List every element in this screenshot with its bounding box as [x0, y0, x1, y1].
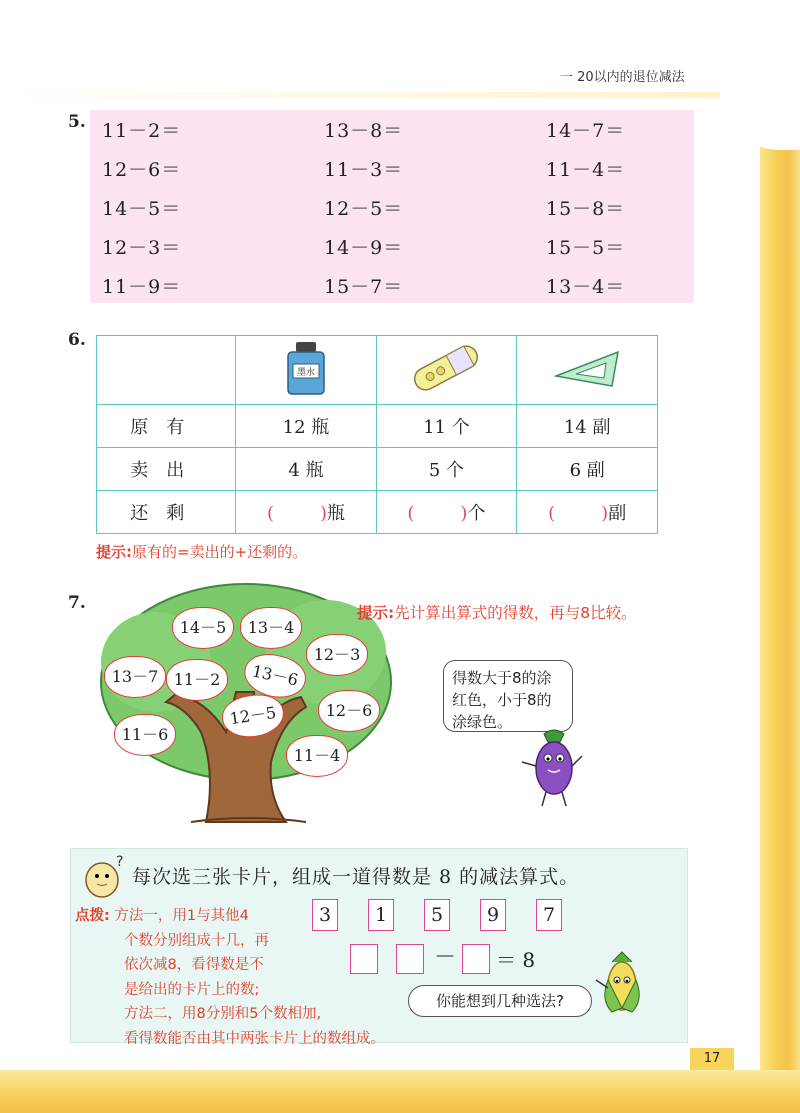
- equals-eight: ＝ 8: [496, 948, 536, 972]
- answer-cell[interactable]: [376, 491, 517, 534]
- unit: 副: [608, 503, 627, 524]
- table-cell: 6 副: [517, 448, 658, 491]
- q7-hint: [357, 601, 637, 623]
- answer-cell[interactable]: [517, 491, 658, 534]
- answer-cell[interactable]: [236, 491, 376, 534]
- equation: 12－6＝: [102, 159, 182, 181]
- apple-card[interactable]: 12－3: [306, 634, 368, 676]
- method-line: 个数分别组成十几，再: [124, 932, 269, 949]
- number-card[interactable]: 1: [368, 899, 394, 931]
- answer-blank[interactable]: [350, 944, 378, 974]
- method-line: 方法二，用8分别和5个数相加,: [124, 1006, 322, 1022]
- table-cell: 12 瓶: [236, 405, 376, 448]
- apple-card[interactable]: 14－5: [172, 607, 234, 649]
- svg-text:?: ?: [116, 854, 124, 870]
- speech-bubble: 得数大于8的涂红色，小于8的涂绿色。: [443, 660, 573, 732]
- row-label: 原有: [97, 405, 236, 448]
- chapter-header: 一 20以内的退位减法: [560, 70, 685, 85]
- table-row: [97, 491, 658, 534]
- pencil-case-icon: [408, 343, 484, 393]
- equation: 14－7＝: [546, 120, 626, 142]
- sales-table: [96, 335, 658, 534]
- hint-text: 原有的=卖出的+还剩的。: [132, 543, 308, 561]
- table-row: [97, 448, 658, 491]
- equation: 15－5＝: [546, 237, 626, 259]
- equation: 11－3＝: [324, 159, 404, 181]
- page-edge-right: [760, 95, 800, 1113]
- apple-card[interactable]: 11－2: [166, 659, 228, 701]
- equation: 13－8＝: [324, 120, 404, 142]
- question-7-number: 7.: [68, 593, 86, 613]
- unit: 个: [467, 503, 486, 524]
- open-paren: (: [407, 503, 415, 524]
- table-row: [97, 405, 658, 448]
- table-corner-cell: [97, 336, 236, 405]
- apple-card[interactable]: 12－5: [219, 691, 286, 741]
- ink-bottle-icon: [284, 340, 328, 396]
- equation: 11－2＝: [102, 120, 182, 142]
- page-curve: [720, 90, 800, 150]
- eraser-cell: [376, 336, 517, 405]
- equation: 12－3＝: [102, 237, 182, 259]
- triangle-ruler-icon: [552, 346, 622, 390]
- task-instruction: 每次选三张卡片，组成一道得数是 8 的减法算式。: [132, 866, 580, 888]
- equation: 15－7＝: [324, 276, 404, 298]
- equation: 11－4＝: [546, 159, 626, 181]
- number-card[interactable]: 5: [424, 899, 450, 931]
- minus-sign: －: [434, 945, 457, 970]
- open-paren: (: [548, 503, 556, 524]
- close-paren: ): [601, 503, 609, 524]
- row-label: 还剩: [97, 491, 236, 534]
- page-edge-bottom: [0, 1070, 800, 1113]
- method-line: 看得数能否由其中两张卡片上的数组成。: [124, 1030, 385, 1047]
- triangle-ruler-cell: [517, 336, 658, 405]
- number-card[interactable]: 9: [480, 899, 506, 931]
- question-6-number: 6.: [68, 330, 86, 350]
- table-cell: 4 瓶: [236, 448, 376, 491]
- apple-card[interactable]: 11－6: [114, 714, 176, 756]
- apple-card[interactable]: 13－4: [240, 607, 302, 649]
- question-5-box: [90, 110, 694, 303]
- hint-label: 提示:: [357, 604, 395, 622]
- equation: 14－5＝: [102, 198, 182, 220]
- q6-hint: [96, 541, 307, 562]
- close-paren: ): [319, 503, 328, 524]
- equation: 12－5＝: [324, 198, 404, 220]
- equation: 11－9＝: [102, 276, 182, 298]
- page-number: 17: [690, 1048, 734, 1070]
- hint-label: 提示:: [96, 543, 132, 561]
- method-line: 方法一，用1与其他4: [114, 908, 249, 924]
- ink-label-text: 墨水: [296, 367, 315, 378]
- ink-bottle-cell: [236, 336, 376, 405]
- row-label: 卖出: [97, 448, 236, 491]
- table-cell: 5 个: [376, 448, 517, 491]
- method-line: 是给出的卡片上的数;: [124, 981, 260, 998]
- unit: 瓶: [327, 503, 346, 524]
- apple-card[interactable]: 13－7: [104, 656, 166, 698]
- method-line: 依次减8，看得数是不: [124, 957, 264, 973]
- table-cell: 11 个: [376, 405, 517, 448]
- method-hint: [75, 904, 385, 1051]
- number-card[interactable]: 3: [312, 899, 338, 931]
- close-paren: ): [460, 503, 468, 524]
- eggplant-character-icon: [518, 728, 590, 810]
- open-paren: (: [266, 503, 274, 524]
- method-label: 点拨:: [75, 908, 110, 924]
- apple-card[interactable]: 13－6: [240, 649, 309, 703]
- equation: 14－9＝: [324, 237, 404, 259]
- corn-character-icon: [592, 950, 652, 1020]
- answer-blank[interactable]: [462, 944, 490, 974]
- question-5-number: 5.: [68, 112, 86, 132]
- apple-card[interactable]: 11－4: [286, 735, 348, 777]
- top-divider: [0, 92, 760, 98]
- hint-text: 先计算出算式的得数，再与8比较。: [394, 604, 637, 622]
- table-cell: 14 副: [517, 405, 658, 448]
- number-card[interactable]: 7: [536, 899, 562, 931]
- question-bubble: 你能想到几种选法?: [408, 985, 592, 1017]
- equation: 15－8＝: [546, 198, 626, 220]
- equation: 13－4＝: [546, 276, 626, 298]
- mascot-thinking-icon: [80, 852, 126, 900]
- apple-card[interactable]: 12－6: [318, 690, 380, 732]
- answer-blank[interactable]: [396, 944, 424, 974]
